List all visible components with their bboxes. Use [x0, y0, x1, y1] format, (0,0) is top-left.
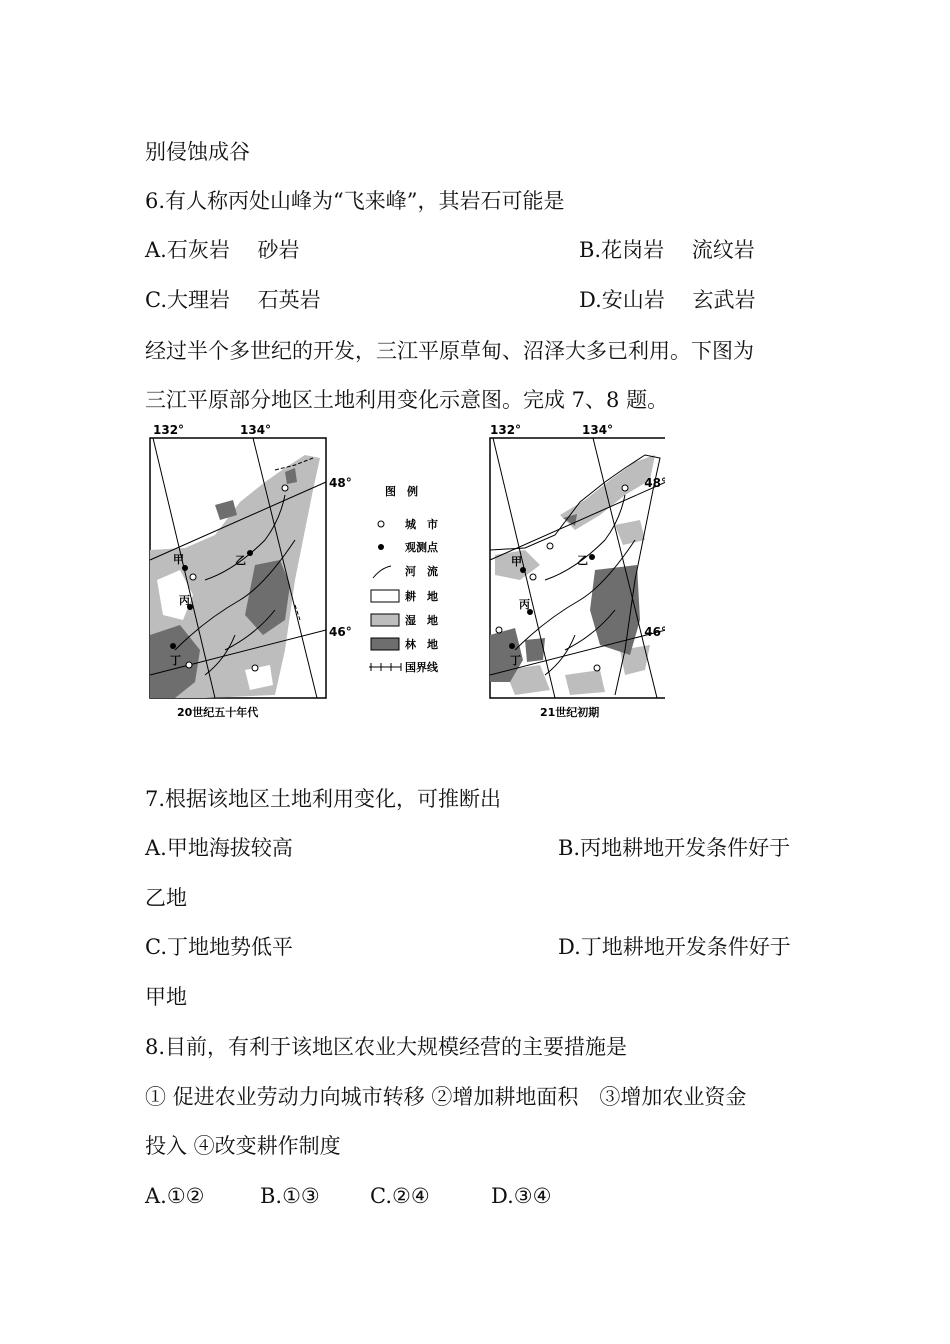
- legend-item-border: 国界线: [405, 661, 438, 674]
- legend-point-symbol: [378, 544, 384, 550]
- q8-option-c: C.②④: [370, 1184, 430, 1208]
- legend-border-symbol: [369, 663, 401, 671]
- legend-forest-swatch: [371, 638, 399, 650]
- q7-option-b-continued: 乙地: [145, 886, 187, 910]
- q6-option-b: B.花岗岩 流纹岩: [579, 238, 755, 262]
- q7-option-a: A.甲地海拔较高: [145, 836, 293, 860]
- q8-stem: 8.目前，有利于该地区农业大规模经营的主要措施是: [145, 1035, 628, 1059]
- legend-farmland-swatch: [371, 590, 399, 602]
- right-lon-134: 134°: [582, 423, 614, 437]
- q7-option-d-continued: 甲地: [145, 985, 187, 1009]
- legend-item-farmland: 耕 地: [405, 590, 438, 603]
- q6-option-d: D.安山岩 玄武岩: [579, 288, 756, 312]
- legend-wetland-swatch: [371, 614, 399, 626]
- right-lat-48: 48°: [644, 476, 665, 490]
- right-map-caption: 21世纪初期: [540, 706, 600, 719]
- legend-item-point: 观测点: [405, 541, 438, 554]
- right-point-yi: 乙: [577, 554, 588, 567]
- q7-option-c: C.丁地地势低平: [145, 935, 293, 959]
- passage-line-2: 三江平原部分地区土地利用变化示意图。完成 7、8 题。: [145, 388, 669, 412]
- right-point-jia: 甲: [511, 555, 522, 568]
- q8-option-a: A.①②: [145, 1184, 205, 1208]
- q7-option-b: B.丙地耕地开发条件好于: [558, 836, 791, 860]
- legend-item-river: 河 流: [405, 565, 438, 578]
- q6-option-a: A.石灰岩 砂岩: [145, 238, 300, 262]
- right-point-bing: 丙: [519, 598, 530, 611]
- legend-item-forest: 林 地: [405, 638, 438, 651]
- left-point-jia: 甲: [173, 553, 184, 566]
- legend: [369, 484, 439, 674]
- q7-stem: 7.根据该地区土地利用变化，可推断出: [145, 787, 502, 811]
- right-lon-132: 132°: [490, 423, 522, 437]
- left-lon-134: 134°: [240, 423, 272, 437]
- intro-tail-text: 别侵蚀成谷: [145, 140, 250, 164]
- right-point-ding: 丁: [510, 654, 521, 667]
- q8-option-d: D.③④: [491, 1184, 552, 1208]
- q6-option-c: C.大理岩 石英岩: [145, 288, 321, 312]
- left-lat-48: 48°: [329, 476, 352, 490]
- legend-item-city: 城 市: [405, 518, 438, 531]
- left-lat-46: 46°: [329, 625, 352, 639]
- q6-stem: 6.有人称丙处山峰为“飞来峰”，其岩石可能是: [145, 189, 565, 213]
- land-use-figure: [145, 420, 665, 725]
- legend-city-symbol: [378, 521, 384, 527]
- left-point-ding: 丁: [170, 654, 181, 667]
- left-point-yi: 乙: [235, 554, 246, 567]
- left-lon-132: 132°: [153, 423, 185, 437]
- legend-title: 图 例: [385, 485, 418, 498]
- passage-line-1: 经过半个多世纪的开发，三江平原草甸、沼泽大多已利用。下图为: [145, 339, 754, 363]
- legend-item-wetland: 湿 地: [405, 614, 438, 627]
- left-map-caption: 20世纪五十年代: [177, 706, 259, 719]
- legend-river-symbol: [373, 566, 391, 578]
- right-lat-46: 46°: [644, 625, 665, 639]
- q8-items-line-1: ① 促进农业劳动力向城市转移 ②增加耕地面积 ③增加农业资金: [145, 1085, 747, 1109]
- q7-option-d: D.丁地耕地开发条件好于: [558, 935, 791, 959]
- left-point-bing: 丙: [179, 594, 190, 607]
- q8-items-line-2: 投入 ④改变耕作制度: [145, 1134, 341, 1158]
- q8-option-b: B.①③: [260, 1184, 320, 1208]
